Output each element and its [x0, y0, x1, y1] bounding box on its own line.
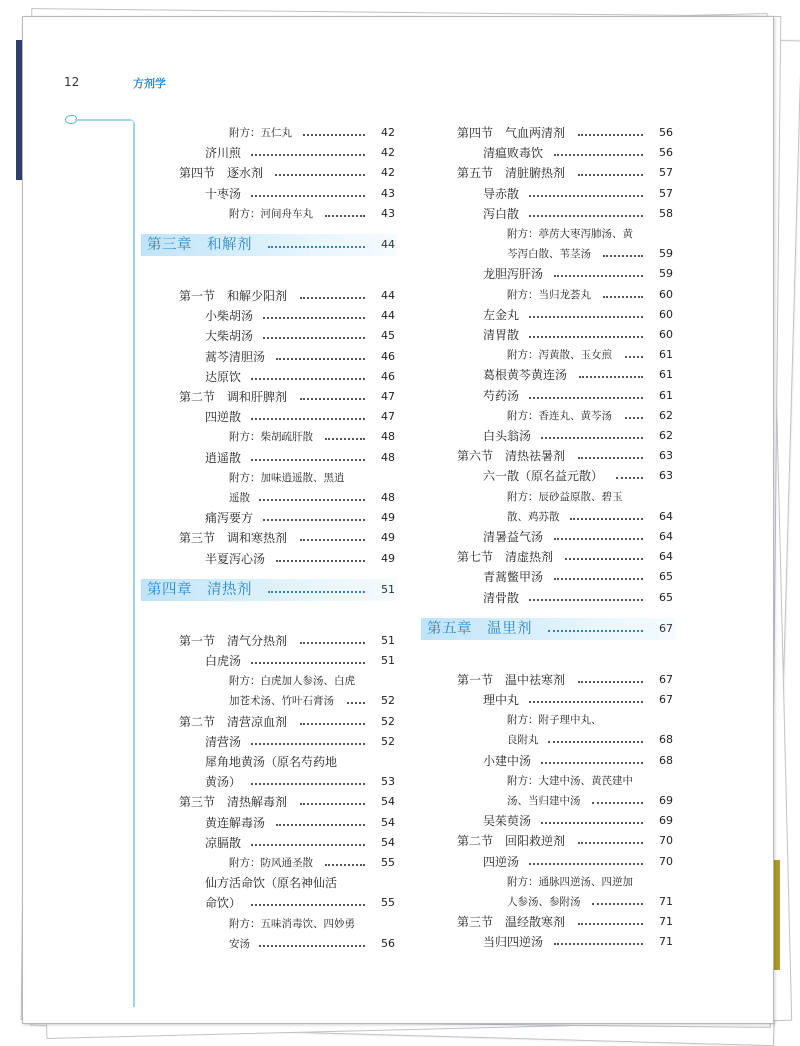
page-ref: 56 — [659, 146, 673, 160]
entry-title: 第四节 逐水剂 — [179, 166, 264, 181]
page-ref: 49 — [381, 511, 395, 525]
entry-title: 第三节 调和寒热剂 — [179, 531, 288, 546]
entry-title: 第一节 清气分热剂 — [179, 633, 288, 648]
dot-leader — [541, 760, 643, 764]
toc-formula[interactable] — [23, 527, 675, 547]
toc-appendix-formula[interactable] — [23, 244, 675, 264]
entry-title: 第五节 清脏腑热剂 — [457, 166, 566, 181]
page-ref: 43 — [381, 206, 395, 220]
page-ref: 51 — [381, 633, 395, 647]
entry-title: 附方：当归龙荟丸 — [507, 288, 591, 301]
page-ref: 67 — [659, 693, 673, 706]
toc-chapter[interactable] — [421, 618, 675, 640]
toc-section[interactable] — [23, 831, 675, 851]
entry-title: 清胃散 — [483, 328, 520, 342]
entry-title: 左金丸 — [483, 307, 520, 322]
entry-title: 清瘟败毒饮 — [483, 146, 544, 161]
dot-leader — [529, 314, 644, 318]
entry-title: 黄汤） — [205, 775, 242, 790]
dot-leader — [578, 679, 644, 683]
page-ref: 57 — [659, 166, 673, 180]
page-ref: 63 — [659, 449, 673, 463]
toc-appendix-formula[interactable] — [23, 771, 675, 791]
entry-title: 逍遥散 — [205, 450, 242, 465]
entry-title: 第二节 调和肝脾剂 — [179, 390, 288, 404]
dot-leader — [603, 253, 643, 257]
chapter-title: 第三章 和解剂 — [147, 237, 252, 253]
entry-title: 凉膈散 — [205, 835, 242, 850]
entry-title: 安汤 — [229, 937, 250, 950]
entry-title: 第六节 清热祛暑剂 — [457, 449, 566, 464]
page-ref: 61 — [659, 348, 673, 362]
entry-title: 达原饮 — [205, 369, 242, 384]
page-number: 12 — [64, 75, 80, 89]
entry-title: 第二节 清营凉血剂 — [179, 714, 288, 729]
page-ref: 56 — [381, 936, 395, 950]
entry-title: 清营汤 — [205, 734, 242, 749]
page-ref: 42 — [381, 126, 395, 139]
toc-formula[interactable] — [23, 466, 675, 486]
page-ref: 54 — [381, 815, 395, 829]
entry-title: 第三节 清热解毒剂 — [179, 795, 288, 810]
page-ref: 42 — [381, 166, 395, 180]
toc-appendix-formula[interactable] — [23, 224, 675, 244]
toc-formula[interactable] — [23, 426, 675, 446]
dot-leader — [578, 455, 644, 459]
page-ref: 65 — [659, 570, 673, 584]
page-ref: 64 — [659, 509, 673, 523]
page-ref: 52 — [381, 694, 395, 708]
entry-title: 人参汤、参附汤 — [507, 896, 581, 908]
toc-formula[interactable] — [23, 305, 675, 325]
entry-title: 当归四逆汤 — [483, 935, 544, 950]
dot-leader — [554, 273, 644, 277]
entry-title: 龙胆泻肝汤 — [483, 267, 544, 282]
page-ref: 60 — [659, 307, 673, 321]
entry-title: 蒿芩清胆汤 — [205, 349, 266, 364]
page-ref: 54 — [381, 835, 395, 849]
entry-title: 六一散（原名益元散） — [483, 469, 604, 484]
dot-leader — [592, 800, 643, 804]
page-ref: 60 — [659, 287, 673, 301]
toc-section[interactable] — [23, 670, 675, 690]
toc-section[interactable] — [23, 912, 675, 932]
entry-title: 白虎汤 — [205, 654, 242, 668]
page-ref: 49 — [381, 531, 395, 545]
page-ref: 64 — [659, 530, 673, 543]
toc-appendix-formula[interactable] — [23, 487, 675, 507]
entry-title: 四逆散 — [205, 410, 242, 425]
entry-title: 吴茱萸汤 — [483, 814, 532, 829]
entry-title: 犀角地黄汤（原名芍药地 — [205, 755, 338, 769]
toc-formula[interactable] — [23, 365, 675, 385]
dot-leader — [616, 475, 643, 479]
toc-appendix-formula[interactable] — [23, 791, 675, 811]
entry-title: 济川煎 — [205, 146, 242, 161]
page-ref: 69 — [659, 794, 673, 807]
page-ref: 68 — [659, 733, 673, 747]
toc-formula[interactable] — [23, 852, 675, 872]
entry-title: 半夏泻心汤 — [205, 551, 266, 566]
page-ref: 48 — [381, 491, 395, 504]
dot-leader — [603, 294, 643, 298]
page-ref: 61 — [659, 388, 673, 402]
entry-title: 附方：河间舟车丸 — [229, 207, 313, 220]
entry-title: 痛泻要方 — [205, 511, 254, 526]
page-ref: 51 — [381, 654, 395, 667]
page-ref: 47 — [381, 390, 395, 403]
toc-formula[interactable] — [23, 386, 675, 406]
toc-formula[interactable] — [23, 651, 397, 671]
page-ref: 56 — [659, 126, 673, 139]
dot-leader — [578, 921, 644, 925]
dot-leader — [529, 213, 644, 217]
dot-leader — [541, 820, 643, 824]
toc-formula[interactable] — [23, 690, 675, 710]
entry-title: 附方：防风通圣散 — [229, 857, 313, 869]
dot-leader — [554, 576, 644, 580]
running-header-title: 方剂学 — [133, 77, 166, 90]
entry-title: 芍药汤 — [483, 388, 520, 403]
page-ref: 71 — [659, 915, 673, 929]
entry-title: 第二节 回阳救逆剂 — [457, 834, 566, 849]
page-ref: 52 — [381, 734, 395, 748]
dot-leader — [529, 699, 644, 703]
page-ref: 71 — [659, 935, 673, 949]
page-ref: 48 — [381, 450, 395, 464]
toc-appendix-formula[interactable] — [23, 872, 675, 892]
page-ref: 43 — [381, 186, 395, 200]
page-ref: 67 — [659, 672, 673, 686]
chapter-title: 第五章 温里剂 — [427, 620, 532, 637]
page-ref: 61 — [659, 368, 673, 382]
entry-title: 第四节 气血两清剂 — [457, 126, 566, 140]
toc-appendix-formula[interactable] — [23, 507, 675, 527]
entry-title: 附方：白虎加人参汤、白虎 — [229, 675, 355, 688]
page-ref: 63 — [659, 469, 673, 483]
toc-appendix-formula[interactable] — [23, 285, 675, 305]
entry-title: 附方：大建中汤、黄芪建中 — [507, 774, 633, 787]
page-ref: 62 — [659, 429, 673, 442]
toc-formula[interactable] — [23, 143, 675, 163]
entry-title: 附方：五仁丸 — [229, 127, 292, 139]
page-ref: 55 — [381, 896, 395, 910]
page-ref: 44 — [381, 238, 395, 251]
page-ref: 44 — [381, 309, 395, 323]
page-ref: 70 — [659, 854, 673, 868]
page-ref: 58 — [659, 206, 673, 220]
entry-title: 第三节 温经散寒剂 — [457, 915, 566, 930]
entry-title: 大柴胡汤 — [205, 329, 254, 344]
toc-section[interactable] — [23, 547, 675, 567]
toc-appendix-formula[interactable] — [23, 710, 675, 730]
page-ref: 47 — [381, 410, 395, 424]
entry-title: 白头翁汤 — [483, 429, 532, 443]
page-ref: 55 — [381, 856, 395, 869]
toc-formula[interactable] — [23, 751, 675, 771]
entry-title: 葛根黄芩黄连汤 — [483, 368, 568, 383]
dot-leader — [300, 640, 366, 644]
dot-leader — [529, 597, 644, 601]
entry-title: 仙方活命饮（原名神仙活 — [205, 876, 338, 891]
dot-leader — [578, 840, 644, 844]
dot-leader — [529, 334, 644, 338]
entry-title: 附方：香连丸、黄芩汤 — [507, 409, 612, 422]
entry-title: 芩泻白散、苇茎汤 — [507, 248, 591, 261]
entry-title: 附方：五味消毒饮、四妙勇 — [229, 917, 355, 930]
entry-title: 遥散 — [229, 492, 250, 504]
entry-title: 第一节 和解少阳剂 — [179, 289, 288, 303]
page-ref: 49 — [381, 551, 395, 565]
dot-leader — [625, 415, 643, 419]
header-rule — [75, 119, 131, 121]
dot-leader — [554, 152, 644, 156]
dot-leader — [548, 628, 643, 632]
toc-appendix-formula[interactable] — [23, 345, 675, 365]
dot-leader — [554, 941, 644, 945]
entry-title: 泻白散 — [483, 206, 520, 221]
entry-title: 小建中汤 — [483, 753, 532, 768]
dot-leader — [529, 395, 644, 399]
page-ref: 42 — [381, 146, 395, 160]
entry-title: 导赤散 — [483, 186, 520, 201]
page-ref: 54 — [381, 795, 395, 809]
entry-title: 命饮） — [205, 896, 242, 911]
toc-appendix-formula[interactable] — [23, 892, 675, 912]
page-ref: 57 — [659, 186, 673, 200]
page-ref: 71 — [659, 895, 673, 908]
page-ref: 52 — [381, 714, 395, 728]
entry-title: 附方：葶苈大枣泻肺汤、黄 — [507, 228, 633, 240]
dot-leader — [565, 556, 643, 560]
page-ref: 60 — [659, 328, 673, 341]
dot-leader — [625, 354, 643, 358]
dot-leader — [554, 536, 644, 540]
dot-leader — [570, 516, 643, 520]
page-ref: 45 — [381, 329, 395, 343]
entry-title: 十枣汤 — [205, 186, 242, 201]
entry-title: 清骨散 — [483, 590, 520, 605]
page-ref: 67 — [659, 621, 673, 635]
entry-title: 附方：柴胡疏肝散 — [229, 431, 313, 444]
entry-title: 四逆汤 — [483, 854, 520, 869]
toc-formula[interactable] — [23, 184, 675, 204]
toc-appendix-formula[interactable] — [23, 406, 675, 426]
toc-section[interactable] — [23, 631, 397, 651]
toc-formula[interactable] — [23, 932, 675, 952]
chapter-title: 第四章 清热剂 — [147, 581, 252, 598]
entry-title: 附方：泻黄散、玉女煎 — [507, 349, 612, 362]
entry-title: 附方：加味逍遥散、黑逍 — [229, 471, 345, 484]
entry-title: 第七节 清虚热剂 — [457, 550, 554, 565]
entry-title: 黄连解毒汤 — [205, 815, 266, 830]
page-ref: 64 — [659, 550, 673, 564]
entry-title: 理中丸 — [483, 693, 520, 707]
toc-page — [22, 16, 774, 1024]
entry-title: 附方：附子理中丸、 — [507, 714, 602, 727]
page-ref: 70 — [659, 834, 673, 848]
toc-section[interactable] — [23, 446, 675, 466]
entry-title: 汤、当归建中汤 — [507, 795, 581, 807]
entry-title: 第一节 温中祛寒剂 — [457, 672, 566, 687]
page-ref: 68 — [659, 753, 673, 767]
dot-leader — [251, 660, 366, 664]
toc-formula[interactable] — [23, 811, 675, 831]
toc-section[interactable] — [23, 163, 675, 183]
page-ref: 46 — [381, 349, 395, 363]
entry-title: 附方：辰砂益原散、碧玉 — [507, 490, 623, 503]
dot-leader — [578, 132, 644, 136]
dot-leader — [541, 435, 643, 439]
entry-title: 小柴胡汤 — [205, 309, 254, 324]
entry-title: 良附丸 — [507, 734, 539, 747]
dot-leader — [529, 861, 644, 865]
entry-title: 附方：通脉四逆汤、四逆加 — [507, 875, 633, 888]
toc-formula[interactable] — [23, 325, 675, 345]
page-ref: 59 — [659, 247, 673, 261]
toc-formula[interactable] — [23, 204, 675, 224]
page-ref: 62 — [659, 408, 673, 422]
toc-formula[interactable] — [23, 264, 675, 284]
page-ref: 46 — [381, 369, 395, 383]
dot-leader — [579, 374, 644, 378]
dot-leader — [592, 901, 643, 905]
entry-title: 散、鸡苏散 — [507, 510, 560, 523]
page-ref: 48 — [381, 430, 395, 444]
toc-appendix-formula[interactable] — [23, 730, 675, 750]
page-ref: 51 — [381, 582, 395, 596]
page-ref: 44 — [381, 289, 395, 302]
dot-leader — [578, 172, 644, 176]
entry-title: 清暑益气汤 — [483, 530, 544, 544]
dot-leader — [529, 193, 644, 197]
toc-formula[interactable] — [23, 588, 675, 608]
toc-formula[interactable] — [23, 567, 675, 587]
entry-title: 加苍术汤、竹叶石膏汤 — [229, 695, 334, 708]
dot-leader — [548, 739, 643, 743]
page-ref: 65 — [659, 590, 673, 604]
toc-section[interactable] — [23, 123, 675, 143]
entry-title: 青蒿鳖甲汤 — [483, 570, 544, 585]
page-ref: 59 — [659, 267, 673, 281]
page-ref: 69 — [659, 814, 673, 828]
page-ref: 53 — [381, 775, 395, 789]
